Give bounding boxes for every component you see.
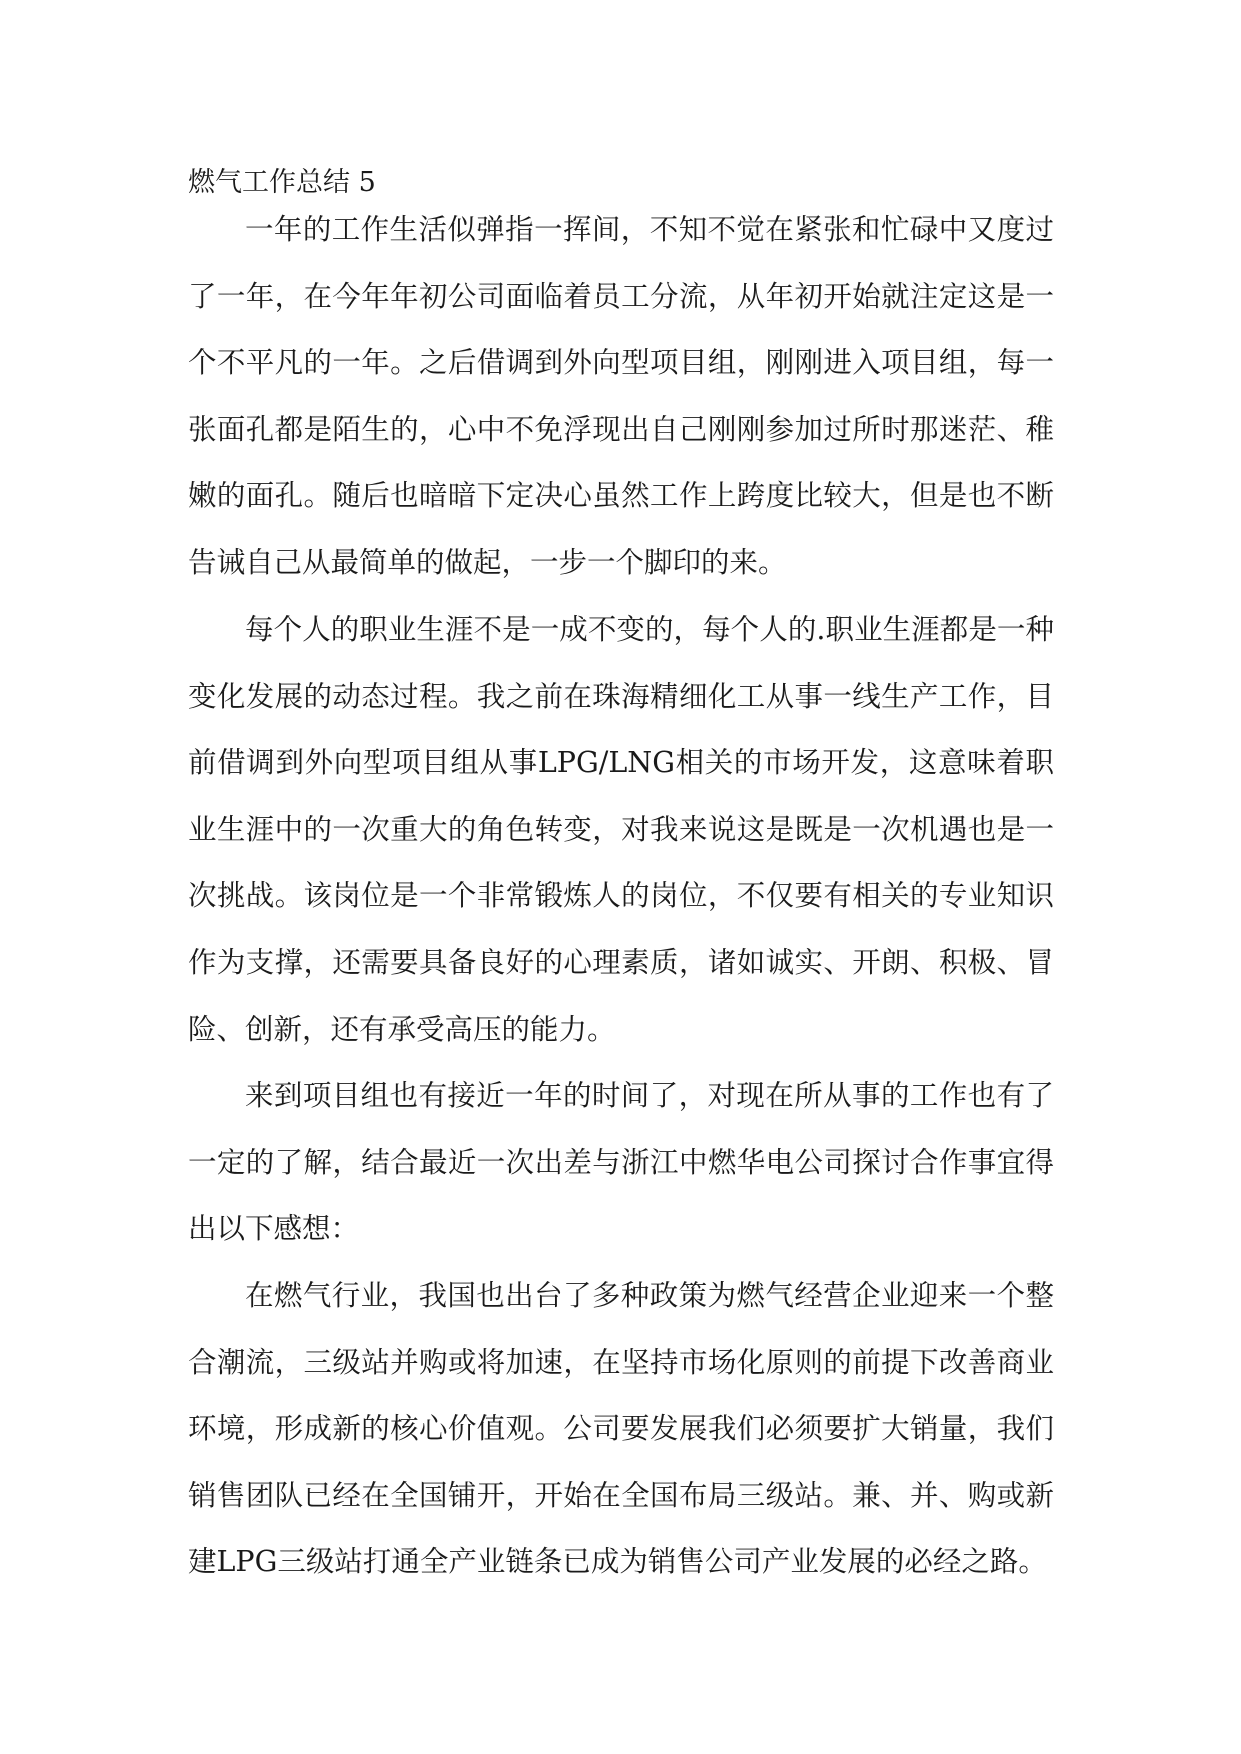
- paragraph-4: 在燃气行业，我国也出台了多种政策为燃气经营企业迎来一个整合潮流，三级站并购或将加速，在坚持市场化原则的前提下改善商业环境，形成新的核心价值观。公司要发展我们必须要扩大销量，我们销售团队已经在全国铺开，开始在全国布局三级站。兼、并、购或新建LPG三级站打通全产业链条已成为销售公司产业发展的必经之路。: [188, 1279, 1054, 1579]
- paragraph-2: 每个人的职业生涯不是一成不变的，每个人的.职业生涯都是一种变化发展的动态过程。我之前在珠海精细化工从事一线生产工作，目前借调到外向型项目组从事LPG/LNG相关的市场开发，这意味着职业生涯中的一次重大的角色转变，对我来说这是既是一次机遇也是一次挑战。该岗位是一个非常锻炼人的岗位，不仅要有相关的专业知识作为支撑，还需要具备良好的心理素质，诸如诚实、开朗、积极、冒险、创新，还有承受高压的能力。: [188, 613, 1054, 1046]
- paragraph-1: 一年的工作生活似弹指一挥间，不知不觉在紧张和忙碌中又度过了一年，在今年年初公司面临着员工分流，从年初开始就注定这是一个不平凡的一年。之后借调到外向型项目组，刚刚进入项目组，每一张面孔都是陌生的，心中不免浮现出自己刚刚参加过所时那迷茫、稚嫩的面孔。随后也暗暗下定决心虽然工作上跨度比较大，但是也不断告诫自己从最简单的做起，一步一个脚印的来。: [188, 213, 1054, 579]
- paragraph-3: 来到项目组也有接近一年的时间了，对现在所从事的工作也有了一定的了解，结合最近一次出差与浙江中燃华电公司探讨合作事宜得出以下感想：: [188, 1079, 1054, 1246]
- document-title: 燃气工作总结 5: [188, 167, 376, 198]
